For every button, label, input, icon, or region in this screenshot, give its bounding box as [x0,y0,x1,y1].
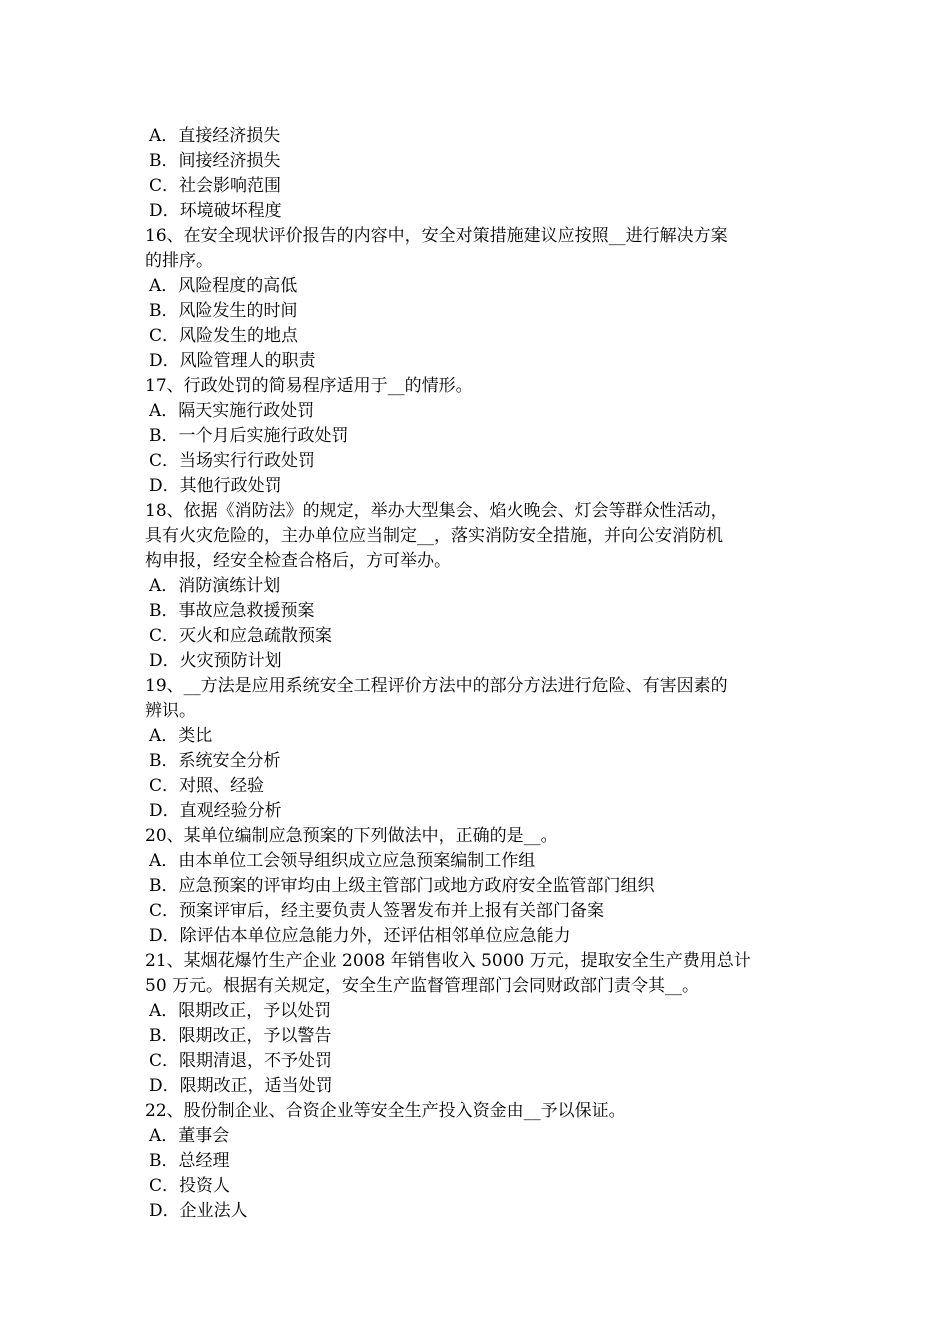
answer-option: B．一个月后实施行政处罚 [149,426,349,446]
answer-option: B．间接经济损失 [149,151,281,171]
question-text: 辨识。 [145,701,196,721]
answer-option: B．风险发生的时间 [149,301,298,321]
answer-option: B．总经理 [149,1151,230,1171]
answer-option: C．限期清退，不予处罚 [149,1051,333,1071]
exam-questions-text [145,124,813,1224]
answer-option: C．社会影响范围 [149,176,282,196]
question-text: 50 万元。根据有关规定，安全生产监督管理部门会同财政部门责令其__。 [145,976,700,996]
answer-option: A．限期改正，予以处罚 [149,1001,332,1021]
question-text: 18、依据《消防法》的规定，举办大型集会、焰火晚会、灯会等群众性活动， [145,501,728,521]
answer-option: A．直接经济损失 [149,126,281,146]
answer-option: D．环境破坏程度 [149,201,282,221]
question-text: 具有火灾危险的，主办单位应当制定__，落实消防安全措施，并向公安消防机 [145,526,723,546]
answer-option: C．灭火和应急疏散预案 [149,626,333,646]
answer-option: D．除评估本单位应急能力外，还评估相邻单位应急能力 [149,926,571,946]
answer-option: D．直观经验分析 [149,801,282,821]
question-text: 22、股份制企业、合资企业等安全生产投入资金由__予以保证。 [145,1101,626,1121]
answer-option: D．风险管理人的职责 [149,351,316,371]
answer-option: D．限期改正，适当处罚 [149,1076,333,1096]
answer-option: B．应急预案的评审均由上级主管部门或地方政府安全监管部门组织 [149,876,655,896]
answer-option: D．其他行政处罚 [149,476,282,496]
question-text: 构申报，经安全检查合格后，方可举办。 [145,551,451,571]
question-text: 的排序。 [145,251,213,271]
answer-option: A．隔天实施行政处罚 [149,401,315,421]
answer-option: A．董事会 [149,1126,230,1146]
answer-option: B．系统安全分析 [149,751,281,771]
answer-option: C．对照、经验 [149,776,265,796]
answer-option: C．当场实行行政处罚 [149,451,316,471]
answer-option: A．消防演练计划 [149,576,281,596]
answer-option: D．火灾预防计划 [149,651,282,671]
answer-option: B．限期改正，予以警告 [149,1026,332,1046]
answer-option: A．风险程度的高低 [149,276,298,296]
question-text: 21、某烟花爆竹生产企业 2008 年销售收入 5000 万元，提取安全生产费用总计 [145,951,751,971]
question-text: 19、__方法是应用系统安全工程评价方法中的部分方法进行危险、有害因素的 [145,676,728,696]
answer-option: C．风险发生的地点 [149,326,299,346]
question-text: 17、行政处罚的简易程序适用于__的情形。 [145,376,473,396]
question-text: 20、某单位编制应急预案的下列做法中，正确的是__。 [145,826,558,846]
answer-option: A．类比 [149,726,213,746]
answer-option: D．企业法人 [149,1201,248,1221]
answer-option: B．事故应急救援预案 [149,601,315,621]
question-text: 16、在安全现状评价报告的内容中，安全对策措施建议应按照__进行解决方案 [145,226,728,246]
answer-option: A．由本单位工会领导组织成立应急预案编制工作组 [149,851,536,871]
answer-option: C．预案评审后，经主要负责人签署发布并上报有关部门备案 [149,901,605,921]
answer-option: C．投资人 [149,1176,231,1196]
